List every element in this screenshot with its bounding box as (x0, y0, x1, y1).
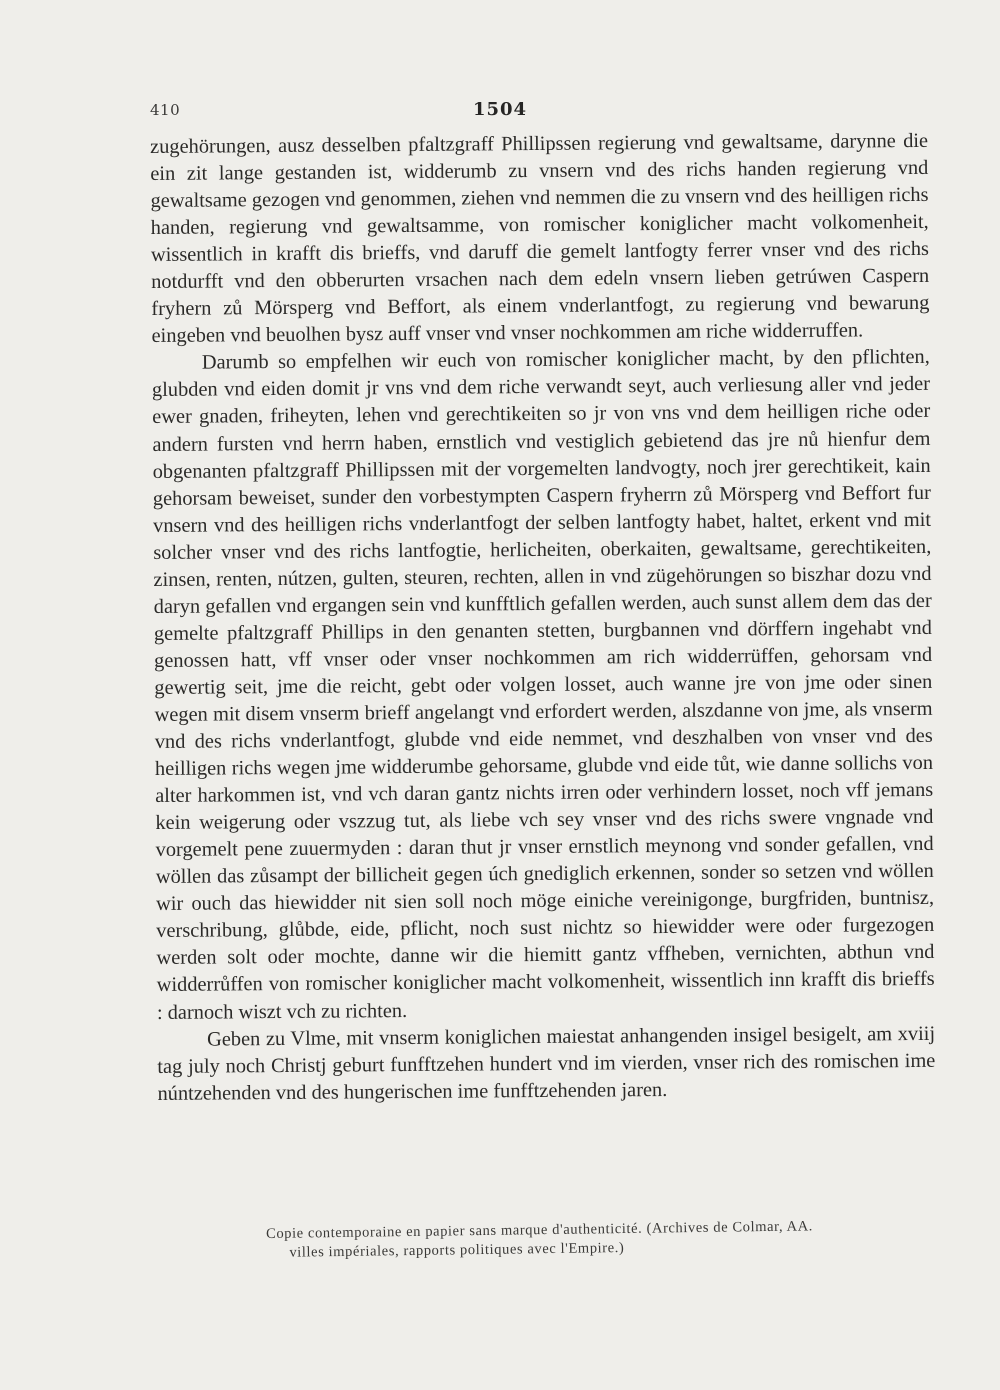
paragraph-darumb: Darumb so empfelhen wir euch von romischer koniglicher macht, by den pflichten, glubden vnd eiden domit jr vns vnd dem riche verwandt seyt, auch verliesung aller vnd jeder ewer gnaden, friheyten, lehen vnd gerechtikeiten so jr von vns vnd dem heilligen riche oder andern fursten vnd herrn haben, ernstlich vnd vestiglich gebietend das jre nů hienfur dem obgenanten pfaltzgraff Phillipssen mit der vorgemelten landvogty, noch jrer gerechtikeit, kain gehorsam beweiset, sunder den vorbestympten Caspern fryherrn zů Mörsperg vnd Beffort fur vnsern vnd des heilligen richs vnderlantfogt der selben lantfogty habet, haltet, erkent vnd mit solcher vnser vnd des richs lantfogtie, herlicheiten, oberkaiten, gewaltsame, gerechtikeiten, zinsen, renten, nútzen, gulten, steuren, rechten, allen in vnd zügehörungen so biszhar dozu vnd daryn gefallen vnd ergangen sein vnd kunfftlich gefallen werden, auch sunst allem dem das der gemelte pfaltzgraff Phillips in den genanten stetten, burgbannen vnd dörffern ingehabt vnd genossen hatt, vff vnser oder vnser nochkommen am rich widderrüffen, gehorsam vnd gewertig seit, jme die reicht, gebt oder volgen losset, auch wanne jre von jme oder sinen wegen mit disem vnserm brieff angelangt vnd erfordert werden, alszdanne von jme, als vnserm vnd des richs vnderlantfogt, glubde vnd eide nemmet, vnd deszhalben von vnser vnd des heilligen richs wegen jme widderumbe gehorsame, glubde vnd eide tůt, wie danne sollichs von alter harkommen ist, vnd vch daran gantz nichts irren oder verhindern losset, noch vff jemans kein weigerung oder vszzug tut, als liebe vch sey vnser vnd des richs swere vngnade vnd vorgemelt pene zuuermyden : daran thut jr vnser ernstlich meynong vnd sonder gefallen, vnd wöllen das zůsampt der billicheit gegen úch gnediglich erkennen, sonder so setzen vnd wöllen wir ouch das hiewidder nit sien soll noch möge einiche vereinigonge, burgfriden, buntnisz, verschribung, glůbde, eide, pflicht, noch sust nichtz so hiewidder were oder furgezogen werden solt oder mochte, danne wir die hiemitt gantz vffheben, vernichten, abthun vnd widderrůffen von romischer koniglicher macht volkomenheit, wissentlich inn krafft dis brieffs : darnoch wiszt vch zu richten. (151, 346, 935, 1024)
paragraph-geben: Geben zu Vlme, mit vnserm koniglichen maiestat anhangenden insigel besigelt, am xviij tag july noch Christj geburt funfftzehen hundert vnd im vierden, vnser rich des romischen ime núntzehenden vnd des hungerischen ime funfftzehenden jaren. (157, 1022, 936, 1105)
source-note-line-2: villes impériales, rapports politiques avec l'Empire.) (289, 1239, 625, 1261)
document-body (150, 128, 936, 1108)
running-head-year: 1504 (472, 99, 528, 120)
page-number: 410 (150, 101, 181, 119)
source-note (266, 1216, 936, 1263)
source-note-line-1: Copie contemporaine en papier sans marque d'authenticité. (Archives de Colmar, AA. (266, 1218, 814, 1242)
paragraph-continuation: zugehörungen, ausz desselben pfaltzgraff Phillipssen regierung vnd gewaltsame, darynne die ein zit lange gestanden ist, widderumb zu vnsern vnd des richs handen regierung vnd gewaltsame gezogen vnd genommen, ziehen vnd nemmen die zu vnsern vnd des heilligen richs handen, regierung vnd gewaltsamme, von romischer koniglicher macht volkomenheit, wissentlich in krafft dis brieffs, vnd daruff die gemelt lantfogty ferrer vnser vnd des richs notdurfft vnd den obberurten vrsachen nach dem edeln vnsern lieben getrúwen Caspern fryhern zů Mörsperg vnd Beffort, als einem vnderlantfogt, zu regierung vnd bewarung eingeben vnd beuolhen bysz auff vnser vnd vnser nochkommen am riche widderruffen. (150, 129, 930, 348)
